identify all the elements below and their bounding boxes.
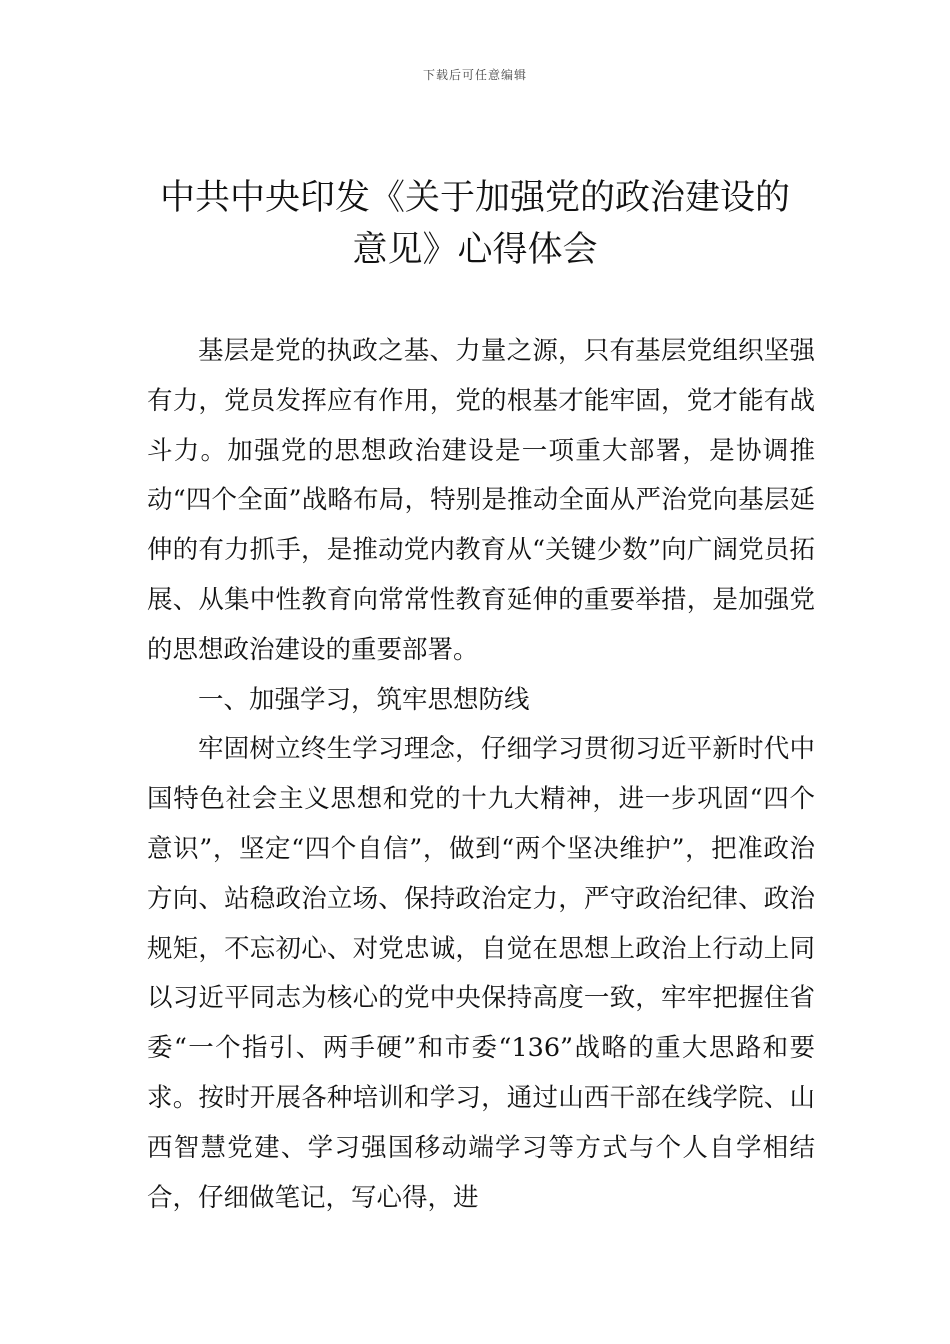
document-title	[100, 172, 850, 276]
section-heading-1: 一、加强学习，筑牢思想防线	[198, 684, 530, 715]
body-paragraph-section-1: 牢固树立终生学习理念，仔细学习贯彻习近平新时代中国特色社会主义思想和党的十九大精神，进一步巩固“四个意识”，坚定“四个自信”，做到“两个坚决维护”，把准政治方向、站稳政治立场、保持政治定力，严守政治纪律、政治规矩，不忘初心、对党忠诚，自觉在思想上政治上行动上同以习近平同志为核心的党中央保持高度一致，牢牢把握住省委“一个指引、两手硬”和市委“136”战略的重大思路和要求。按时开展各种培训和学习，通过山西干部在线学院、山西智慧党建、学习强国移动端学习等方式与个人自学相结合，仔细做笔记，写心得，进	[147, 734, 815, 1213]
header-note: 下载后可任意编辑	[422, 68, 527, 82]
document-body	[147, 327, 815, 1223]
title-line-2: 意见》心得体会	[352, 230, 598, 270]
title-line-1: 中共中央印发《关于加强党的政治建设的	[159, 178, 790, 218]
body-paragraph-intro: 基层是党的执政之基、力量之源，只有基层党组织坚强有力，党员发挥应有作用，党的根基才能牢固，党才能有战斗力。加强党的思想政治建设是一项重大部署，是协调推动“四个全面”战略布局，特别是推动全面从严治党向基层延伸的有力抓手，是推动党内教育从“关键少数”向广阔党员拓展、从集中性教育向常常性教育延伸的重要举措，是加强党的思想政治建设的重要部署。	[147, 336, 815, 665]
